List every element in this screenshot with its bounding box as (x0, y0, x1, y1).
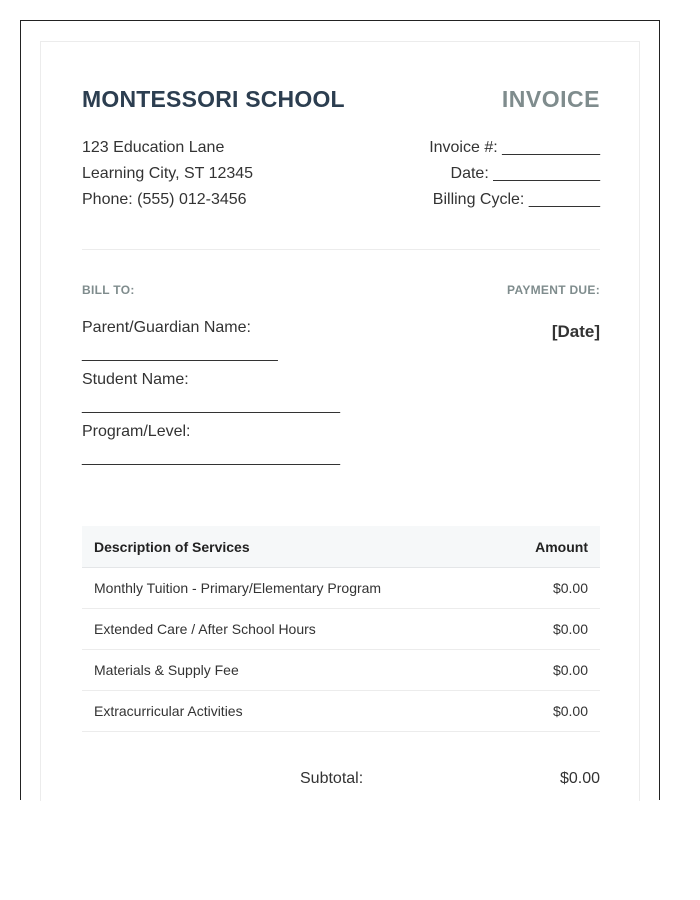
service-description: Extended Care / After School Hours (82, 609, 497, 650)
services-table (82, 526, 600, 732)
parent-name-blank: ______________________ (82, 345, 278, 362)
program-level-blank: _____________________________ (82, 449, 341, 466)
student-name-label: Student Name: (82, 371, 189, 388)
description-column-header: Description of Services (82, 526, 497, 568)
billing-cycle-field: Billing Cycle: ________ (432, 191, 600, 208)
subtotal-value: $0.00 (559, 770, 600, 787)
bill-to-label: BILL TO: (82, 283, 135, 297)
amount-column-header: Amount (497, 526, 600, 568)
subtotal-label: Subtotal: (300, 770, 364, 787)
service-description: Materials & Supply Fee (82, 650, 497, 691)
address-street: 123 Education Lane (82, 139, 225, 156)
service-amount: $0.00 (497, 691, 600, 732)
service-description: Monthly Tuition - Primary/Elementary Program (82, 568, 497, 609)
table-header-row (82, 526, 600, 568)
table-row (82, 650, 600, 691)
service-amount: $0.00 (497, 650, 600, 691)
invoice-title: INVOICE (501, 86, 600, 112)
table-row (82, 568, 600, 609)
program-level-label: Program/Level: (82, 423, 191, 440)
school-name: MONTESSORI SCHOOL (82, 86, 345, 112)
service-description: Extracurricular Activities (82, 691, 497, 732)
payment-due-date: [Date] (551, 322, 600, 341)
header-divider (82, 249, 600, 250)
service-amount: $0.00 (497, 609, 600, 650)
address-phone: Phone: (555) 012-3456 (82, 191, 247, 208)
address-city: Learning City, ST 12345 (82, 165, 254, 182)
parent-name-label: Parent/Guardian Name: (82, 319, 251, 336)
invoice-date-field: Date: ____________ (450, 165, 600, 182)
payment-due-label: PAYMENT DUE: (507, 283, 600, 297)
student-name-blank: _____________________________ (82, 397, 341, 414)
service-amount: $0.00 (497, 568, 600, 609)
table-row (82, 609, 600, 650)
table-row (82, 691, 600, 732)
invoice-number-field: Invoice #: ___________ (429, 139, 600, 156)
